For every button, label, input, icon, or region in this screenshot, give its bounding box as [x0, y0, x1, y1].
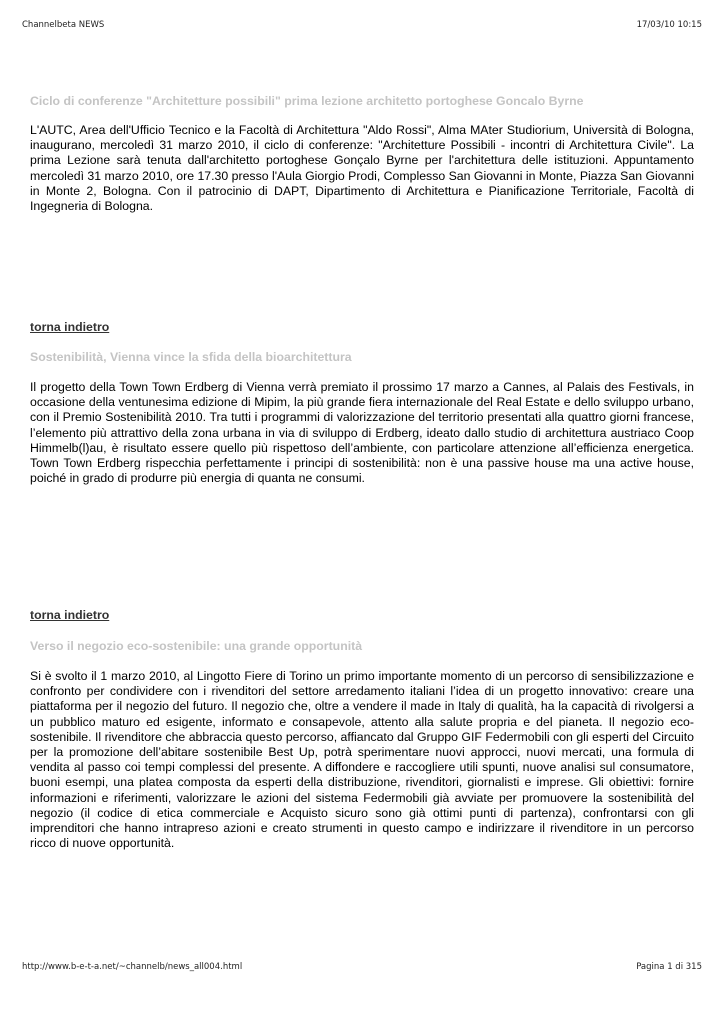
- article-1: [30, 94, 694, 214]
- article-body: L'AUTC, Area dell'Ufficio Tecnico e la Facoltà di Architettura "Aldo Rossi", Alma MAter Studiorium, Università di Bologna, inaugurano, mercoledì 31 marzo 2010, il ciclo di conferenze: "Architetture Possibili - incontri di Architettura Civile". La prima Lezione sarà tenuta dall'architetto portoghese Gonçalo Byrne per l'architettura delle istituzioni. Appuntamento mercoledì 31 marzo 2010, ore 17.30 presso l'Aula Giorgio Prodi, Complesso San Giovanni in Monte, Piazza San Giovanni in Monte 2, Bologna. Con il patrocinio di DAPT, Dipartimento di Architettura e Pianificazione Territoriale, Facoltà di Ingegneria di Bologna.: [30, 123, 695, 214]
- article-title: Ciclo di conferenze "Architetture possibili" prima lezione architetto portoghese Goncalo Byrne: [30, 94, 584, 108]
- site-name: Channelbeta NEWS: [22, 20, 105, 30]
- back-link[interactable]: torna indietro: [30, 320, 110, 334]
- article-2: [30, 350, 694, 486]
- page-number: Pagina 1 di 315: [636, 962, 702, 972]
- article-body: Il progetto della Town Town Erdberg di Vienna verrà premiato il prossimo 17 marzo a Cannes, al Palais des Festivals, in occasione della ventunesima edizione di Mipim, la più grande fiera internazionale del Real Estate e dello sviluppo urbano, con il Premio Sostenibilità 2010. Tra tutti i programmi di valorizzazione del territorio presentati alla quattro giorni francese, l’elemento più attrattivo della zona urbana in via di sviluppo di Erdberg, ideato dallo studio di architettura austriaco Coop Himmelb(l)au, è risultato essere quello più rispettoso dell’ambiente, con particolare attenzione all’efficienza energetica. Town Town Erdberg rispecchia perfettamente i principi di sostenibilità: non è una passive house ma una active house, poiché in grado di produrre più energia di quanta ne consumi.: [30, 380, 694, 486]
- back-link[interactable]: torna indietro: [30, 608, 110, 622]
- article-3: [30, 639, 694, 851]
- page-url: http://www.b-e-t-a.net/~channelb/news_all004.html: [22, 962, 243, 972]
- article-title: Sostenibilità, Vienna vince la sfida della bioarchitettura: [30, 350, 352, 364]
- print-datetime: 17/03/10 10:15: [636, 20, 702, 30]
- article-body: Si è svolto il 1 marzo 2010, al Lingotto Fiere di Torino un primo importante momento di un percorso di sensibilizzazione e confronto per condividere con i rivenditori del settore arredamento italiani l’idea di un progetto innovativo: creare una piattaforma per il negozio del futuro. Il negozio che, oltre a vendere il made in Italy di qualità, ha la capacità di rivolgersi a un pubblico maturo ed esigente, informato e consapevole, attento alla salute propria e del pianeta. Il negozio eco-sostenibile. Il rivenditore che abbraccia questo percorso, affiancato dal Gruppo GIF Federmobili con gli esperti del Circuito per la promozione dell’abitare sostenibile Best Up, potrà sperimentare nuovi approcci, nuovi mercati, una formula di vendita al passo coi tempi complessi del presente. A diffondere e raccogliere utili spunti, nuove analisi sul consumatore, buoni esempi, una platea composta da esperti della distribuzione, rivenditori, giornalisti e imprese. Gli obiettivi: fornire informazioni e riferimenti, valorizzare le azioni del sistema Federmobili già avviate per promuovere la sostenibilità del negozio (il codice di etica commerciale e Acquisto sicuro sono già ottimi punti di partenza), confrontarsi con gli imprenditori che hanno intrapreso azioni e creato strumenti in questo campo e indirizzare il rivenditore in un percorso ricco di nuove opportunità.: [30, 669, 694, 851]
- article-title: Verso il negozio eco-sostenibile: una grande opportunità: [30, 639, 363, 653]
- print-header: [22, 20, 702, 30]
- print-footer: [22, 962, 702, 972]
